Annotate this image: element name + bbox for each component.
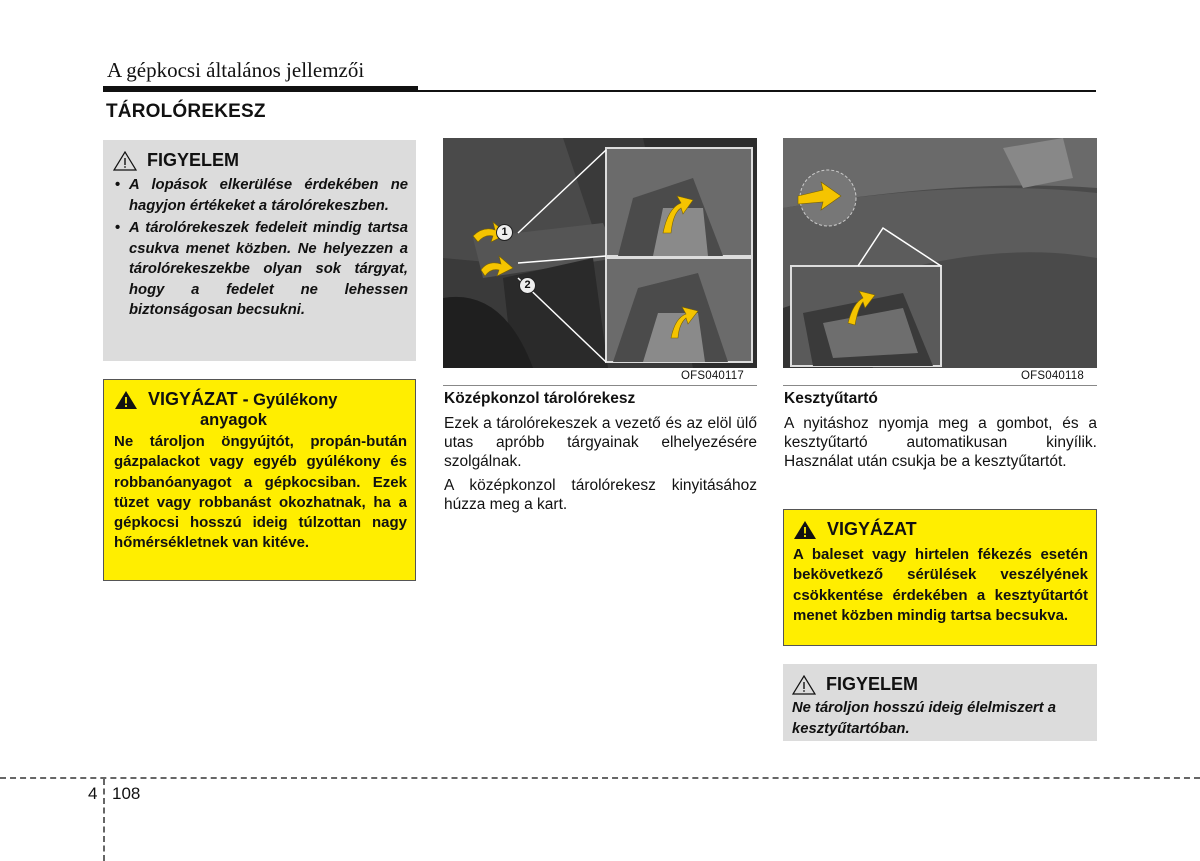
caution-title-line2: anyagok (200, 411, 267, 429)
warning-triangle-icon (114, 390, 138, 410)
caution-title-glovebox: VIGYÁZAT (827, 519, 917, 539)
figure-code-glovebox: OFS040118 (1021, 370, 1084, 382)
notice-body-right: Ne tároljon hosszú ideig élelmiszert a kesztyűtartóban. (792, 700, 1056, 737)
caution-title-suffix: Gyúlékony (253, 391, 338, 409)
caution-triangle-outline-icon (113, 151, 137, 171)
page-number: 108 (112, 784, 141, 803)
caution-body-glovebox: A baleset vagy hirtelen fékezés esetén bekövetkező sérülések veszélyének csökkentése érdekében a kesztyűtartót menet közben mindig tartsa becsukva. (793, 546, 1088, 624)
footer-dashed-divider (103, 779, 105, 861)
notice-heading-left (113, 150, 408, 171)
center-console-para-1: Ezek a tárolórekeszek a vezető és az elöl ülő utas apróbb tárgyainak elhelyezésére szolgálnak. (444, 415, 757, 471)
glove-box-illustration (783, 138, 1097, 368)
caution-title: VIGYÁZAT - (148, 389, 249, 409)
callout-1: 1 (496, 224, 513, 241)
header-rule-thick (103, 86, 418, 92)
section-title: TÁROLÓREKESZ (106, 101, 266, 122)
notice-bullet: • A lopások elkerülése érdekében ne hagyjon értékeket a tárolórekeszben. (113, 175, 408, 216)
caution-heading-glovebox (793, 519, 1088, 540)
glove-box-figure (783, 138, 1097, 368)
footer-dashed-rule (0, 777, 1200, 779)
caution-heading-flammable (114, 389, 407, 430)
warning-triangle-icon (793, 520, 817, 540)
notice-heading-right (792, 674, 1089, 695)
glove-box-heading: Kesztyűtartó (784, 390, 878, 407)
page-chapter-number: 4 (88, 784, 98, 803)
center-console-figure (443, 138, 757, 368)
figure-divider-center (443, 385, 757, 386)
header-rule-thin (418, 90, 1096, 92)
caution-body-flammable: Ne tároljon öngyújtót, propán-bután gázpalackot vagy egyéb gyúlékony és robbanóanyagot a gépkocsiban. Ezek tüzet vagy robbanást okozhatnak, ha a gépkocsi hosszú ideig túlzottan nagy hőmérsékletnek van kitéve. (114, 433, 407, 552)
notice-box-right (783, 664, 1097, 741)
notice-bullets-left (113, 175, 408, 321)
notice-title-right: FIGYELEM (826, 674, 919, 694)
figure-divider-glovebox (783, 385, 1097, 386)
caution-box-flammable (103, 379, 416, 581)
caution-box-glovebox (783, 509, 1097, 646)
caution-triangle-outline-icon (792, 675, 816, 695)
center-console-heading: Középkonzol tárolórekesz (444, 390, 636, 407)
notice-title-left: FIGYELEM (147, 150, 240, 170)
chapter-title: A gépkocsi általános jellemzői (107, 58, 365, 82)
center-console-para-2: A középkonzol tárolórekesz kinyitásához húzza meg a kart. (444, 477, 757, 514)
notice-bullet: • A tárolórekeszek fedeleit mindig tartsa csukva menet közben. Ne helyezzen a tárolórekeszekbe olyan sok tárgyat, hogy a fedelet ne lehessen biztonságosan becsukni. (113, 218, 408, 321)
figure-code-center: OFS040117 (681, 370, 744, 382)
glove-box-para-1: A nyitáshoz nyomja meg a gombot, és a kesztyűtartó automatikusan kinyílik. Használat után csukja be a kesztyűtartót. (784, 415, 1097, 471)
notice-box-left (103, 140, 416, 361)
center-console-illustration (443, 138, 757, 368)
callout-2: 2 (519, 277, 536, 294)
